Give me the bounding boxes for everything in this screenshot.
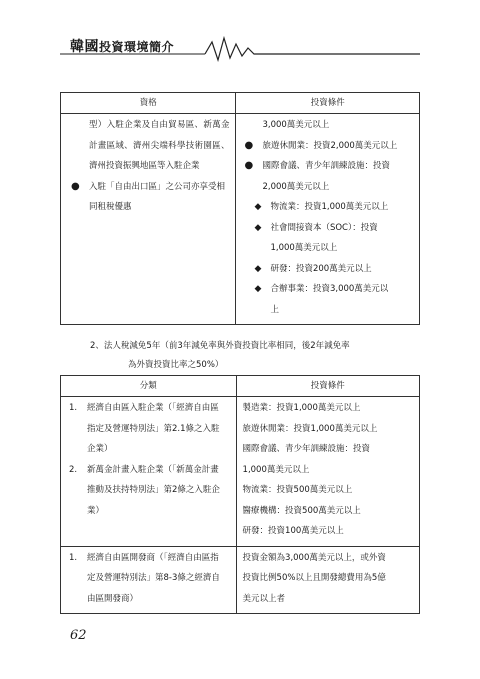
column-header-conditions: 投資條件 xyxy=(236,93,420,114)
header-title-text: 投資環境簡介 xyxy=(99,40,175,54)
category-cell xyxy=(61,546,237,614)
condition-line: 醫療機構：投資500萬美元以上 xyxy=(242,505,361,516)
item-line: 業） xyxy=(87,505,105,516)
sub-condition-cont: 上 xyxy=(270,304,279,315)
item-number: 1. xyxy=(69,403,78,413)
condition-bullet xyxy=(242,136,413,157)
item-number: 1. xyxy=(69,552,78,563)
condition-line: 美元以上者 xyxy=(242,593,286,604)
sub-condition xyxy=(242,259,413,280)
item-line: 由區開發商） xyxy=(87,593,139,604)
item-number: 2. xyxy=(69,464,78,475)
item-line: 企業） xyxy=(87,444,113,454)
diamond-bullet-icon: ◆ xyxy=(254,284,262,294)
diamond-bullet-icon: ◆ xyxy=(254,222,262,233)
sub-condition xyxy=(242,218,413,239)
qualification-bullet-text: 入駐「自由出口區」之公司亦享受相同租稅優惠 xyxy=(89,181,226,212)
diamond-bullet-icon: ◆ xyxy=(254,263,262,274)
sub-condition xyxy=(242,197,413,218)
condition-line: 2,000萬美元以上 xyxy=(262,181,330,192)
sub-condition xyxy=(242,279,413,300)
header-title-country: 韓國 xyxy=(70,39,99,55)
column-header-conditions: 投資條件 xyxy=(236,376,419,397)
bullet-icon: ● xyxy=(71,180,80,192)
condition-line: 製造業：投資1,000萬美元以上 xyxy=(242,403,361,413)
qualification-cell xyxy=(61,114,236,325)
sub-condition-text: 研發：投資200萬美元以上 xyxy=(270,263,372,274)
sub-condition-text: 社會間接資本（SOC）：投資 xyxy=(270,222,378,233)
qualification-bullet xyxy=(69,177,229,218)
condition-bullet xyxy=(242,156,413,177)
item-line: 推動及扶持特別法」第2條之入駐企 xyxy=(87,485,220,495)
condition-line: 國際會議、青少年訓練設施：投資 xyxy=(242,444,371,454)
column-header-category: 分類 xyxy=(61,376,237,397)
item-line: 定及營運特別法」第8-3條之經濟自 xyxy=(87,573,220,583)
investment-table-2 xyxy=(60,375,420,614)
column-header-qualification: 資格 xyxy=(61,93,236,114)
category-item xyxy=(67,548,230,610)
tax-reduction-note xyxy=(90,337,430,375)
category-item xyxy=(67,398,230,460)
condition-bullet-text: 國際會議、青少年訓練設施：投資 xyxy=(262,161,390,171)
sub-condition-text: 物流業：投資1,000萬美元以上 xyxy=(270,202,389,212)
condition-line: 物流業：投資500萬美元以上 xyxy=(242,485,353,495)
item-line: 指定及營運特別法」第2.1條之入駐 xyxy=(87,423,220,434)
note-line: 2、法人稅減免5年（前3年減免率與外資投資比率相同，後2年減免率 xyxy=(90,341,350,351)
category-cell xyxy=(61,397,237,547)
bullet-icon: ● xyxy=(244,139,254,151)
sub-condition-cont: 1,000萬美元以上 xyxy=(270,243,338,253)
sub-condition-text: 合辦事業：投資3,000萬美元以 xyxy=(270,284,389,294)
heartbeat-line-icon xyxy=(0,32,480,62)
page-number: 62 xyxy=(70,628,87,643)
investment-table-1 xyxy=(60,92,420,325)
category-item xyxy=(67,460,230,522)
condition-line: 研發：投資100萬美元以上 xyxy=(242,526,344,536)
condition-line: 3,000萬美元以上 xyxy=(262,120,330,130)
item-line: 經濟自由區入駐企業（「經濟自由區 xyxy=(87,403,219,413)
conditions-cell xyxy=(236,114,420,325)
condition-line: 投資金額為3,000萬美元以上，或外資 xyxy=(242,552,386,563)
conditions-cell xyxy=(236,546,419,614)
item-line: 新萬金計畫入駐企業（「新萬金計畫 xyxy=(87,464,219,475)
note-line: 為外資投資比率之50%） xyxy=(128,360,224,370)
condition-bullet-text: 旅遊休閒業：投資2,000萬美元以上 xyxy=(262,140,398,151)
condition-line: 旅遊休閒業：投資1,000萬美元以上 xyxy=(242,423,378,434)
condition-line: 投資比例50%以上且開發總費用為5億 xyxy=(242,573,386,583)
diamond-bullet-icon: ◆ xyxy=(254,202,262,212)
item-line: 經濟自由區開發商（「經濟自由區指 xyxy=(87,552,219,563)
qualification-text: 型）入駐企業及自由貿易區、新萬金計畫區域、濟州尖端科學技術園區、濟州投資振興地區等入駐企業 xyxy=(89,120,230,171)
page-header xyxy=(0,32,480,62)
conditions-cell xyxy=(236,397,419,547)
bullet-icon: ● xyxy=(244,160,254,171)
condition-line: 1,000萬美元以上 xyxy=(242,464,310,475)
